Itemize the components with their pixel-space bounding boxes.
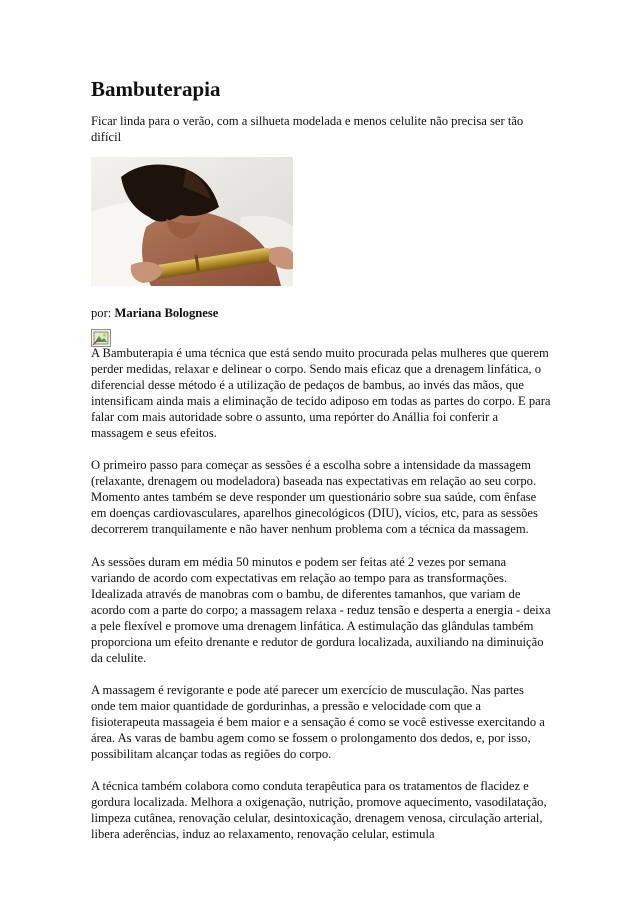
article-byline	[91, 305, 218, 321]
author-name: Mariana Bolognese	[114, 306, 219, 320]
article-title: Bambuterapia	[91, 77, 221, 101]
article-body	[91, 345, 551, 858]
paragraph: A Bambuterapia é uma técnica que está sendo muito procurada pelas mulheres que querem perder medidas, relaxar e delinear o corpo. Sendo mais eficaz que a drenagem linfática, o diferencial desse método é a utilização de pedaços de bambus, ao invés das mãos, que intensificam ainda mais a eliminação de tecido adiposo em todas as partes do corpo. E para falar com mais autoridade sobre o assunto, uma repórter do Anállia foi conferir a massagem e seus efeitos.	[91, 346, 551, 441]
paragraph: As sessões duram em média 50 minutos e podem ser feitas até 2 vezes por semana variando de acordo com expectativas em relação ao tempo para as transformações. Idealizada através de manobras com o bambu, de diferentes tamanhos, que variam de acordo com a parte do corpo; a massagem relaxa - reduz tensão e desperta a energia - deixa a pele flexível e promove uma drenagem linfática. A estimulação das glândulas também proporciona um efeito drenante e redutor de gordura localizada, auxiliando na diminuição da celulite.	[91, 554, 551, 665]
byline-prefix: por:	[91, 306, 112, 320]
paragraph: O primeiro passo para começar as sessões é a escolha sobre a intensidade da massagem (relaxante, drenagem ou modeladora) baseada nas expectativas em relação ao seu corpo. Momento antes também se deve responder um questionário sobre sua saúde, com ênfase em doenças cardiovasculares, aparelhos ginecológicos (DIU), vícios, etc, para as sessões decorrerem tranquilamente e não haver nenhum problema com a técnica da massagem.	[91, 458, 538, 537]
massage-photo	[91, 157, 293, 286]
massage-photo-illustration	[91, 157, 293, 286]
article-subtitle: Ficar linda para o verão, com a silhueta modelada e menos celulite não precisa ser tão difícil	[91, 114, 524, 144]
paragraph: A técnica também colabora como conduta terapêutica para os tratamentos de flacidez e gordura localizada. Melhora a oxigenação, nutrição, promove aquecimento, vasodilatação, limpeza cutânea, renovação celular, desintoxicação, drenagem venosa, circulação arterial, libera aderências, induz ao relaxamento, renovação celular, estimula	[91, 779, 547, 842]
paragraph: A massagem é revigorante e pode até parecer um exercício de musculação. Nas partes onde tem maior quantidade de gordurinhas, a pressão e velocidade com que a fisioterapeuta massageia é bem maior e a sensação é como se você estivesse exercitando a área. As varas de bambu agem como se fossem o prolongamento dos dedos, e, por isso, possibilitam alcançar todas as regiões do corpo.	[91, 682, 545, 762]
